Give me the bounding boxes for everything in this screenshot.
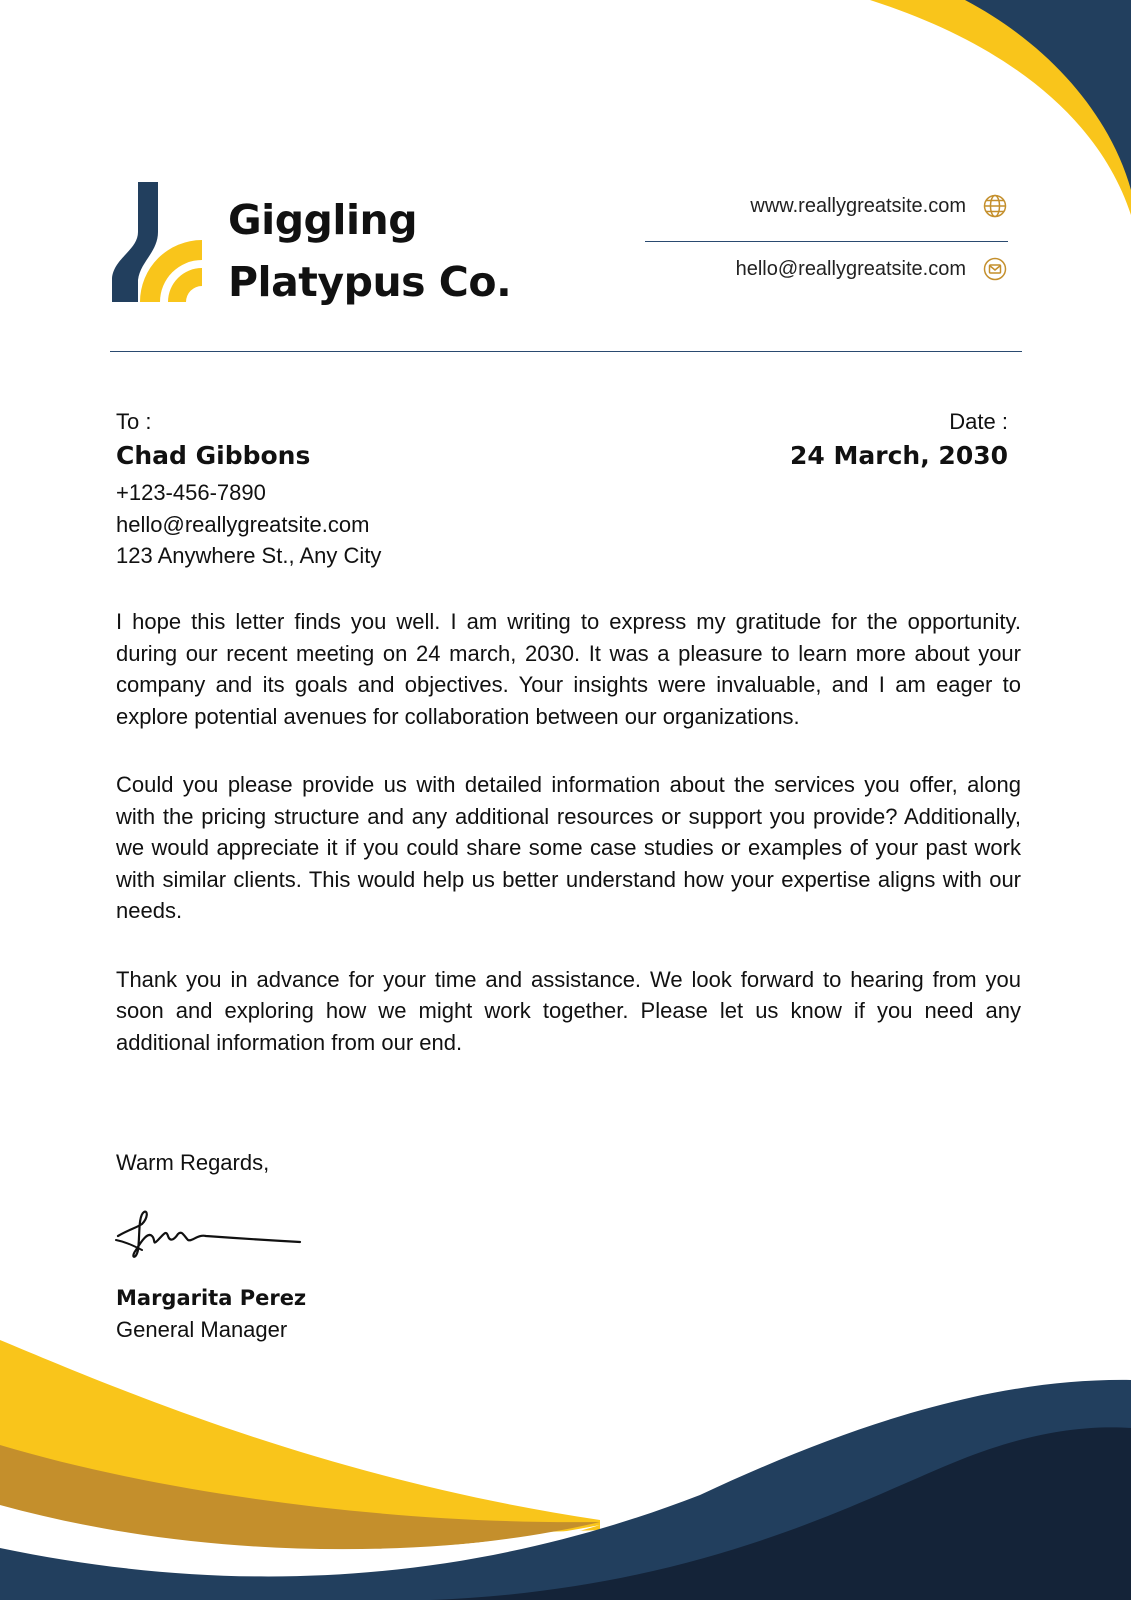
email-link[interactable]: hello@reallygreatsite.com (735, 257, 966, 280)
company-name-line1: Giggling (228, 196, 418, 244)
body-paragraph-2: Could you please provide us with detailed information about the services you offer, along with the pricing structure and any additional resources or support you provide? Additionally, we would appreciate it if you could share some case studies or examples of your past work with similar clients. This would help us better understand how your expertise aligns with our needs. (116, 772, 1021, 923)
recipient-name: Chad Gibbons (116, 441, 311, 470)
to-label: To : (116, 409, 152, 434)
signature (114, 1206, 304, 1262)
globe-icon (982, 193, 1008, 219)
email-row (736, 256, 1008, 282)
website-row (750, 193, 1008, 219)
date-block (790, 409, 1008, 477)
recipient-block (116, 409, 381, 572)
closing: Warm Regards, (116, 1150, 270, 1175)
signer-title: General Manager (116, 1317, 288, 1342)
company-name-line2: Platypus Co. (228, 258, 512, 306)
company-logo (110, 180, 210, 305)
mail-icon (982, 256, 1008, 282)
company-name (228, 189, 511, 313)
recipient-email: hello@reallygreatsite.com (116, 511, 370, 537)
recipient-address: 123 Anywhere St., Any City (116, 543, 382, 568)
website-link[interactable]: www.reallygreatsite.com (750, 194, 966, 217)
date-value: 24 March, 2030 (790, 441, 1008, 470)
signer-block (116, 1283, 306, 1345)
contact-divider (645, 241, 1008, 242)
date-label: Date : (949, 409, 1008, 434)
logo-yellow-inner-arc (168, 268, 202, 302)
letter-body (116, 606, 1021, 1095)
body-paragraph-3: Thank you in advance for your time and assistance. We look forward to hearing from you soon and exploring how we might work together. Please let us know if you need any additional information from our end. (116, 966, 1021, 1055)
body-paragraph-1: I hope this letter finds you well. I am writing to express my gratitude for the opportunity. during our recent meeting on 24 march, 2030. It was a pleasure to learn more about your company and its goals and objectives. Your insights were invaluable, and I am eager to explore potential avenues for collaboration between our organizations. (116, 609, 1021, 729)
signer-name: Margarita Perez (116, 1286, 307, 1310)
recipient-phone: +123-456-7890 (116, 480, 266, 505)
header-divider (110, 351, 1022, 352)
